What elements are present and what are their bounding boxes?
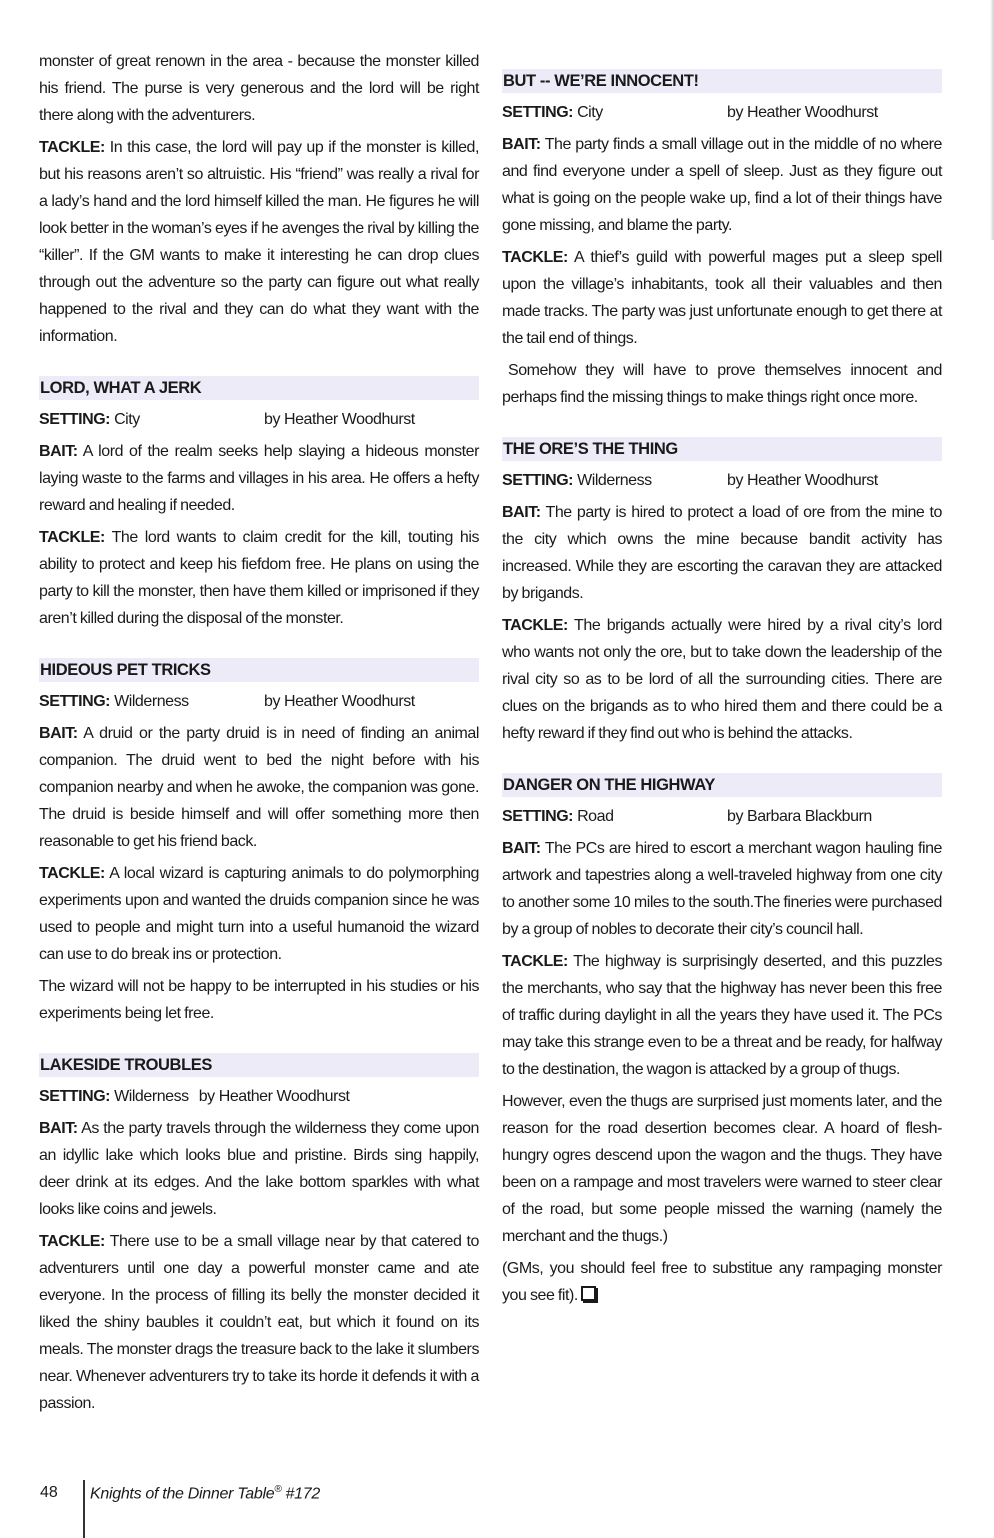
bait-paragraph xyxy=(502,499,942,607)
author-credit: by Heather Woodhurst xyxy=(198,1088,350,1105)
section-heading-the-ores-the-thing: THE ORE’S THE THING xyxy=(502,437,942,461)
tackle-label: TACKLE: xyxy=(39,529,105,546)
bait-text: The party finds a small village out in the middle of no where and find everyone under a spell of sleep. Just as they figure out what is going on the people wake up, find a lot of their things have gone missing, and blame the party. xyxy=(502,136,942,234)
author-credit: by Heather Woodhurst xyxy=(264,693,415,710)
page-footer xyxy=(0,1480,994,1538)
setting-value: Wilderness xyxy=(573,472,652,489)
tackle-label: TACKLE: xyxy=(39,1233,105,1250)
section-heading-lakeside-troubles: LAKESIDE TROUBLES xyxy=(39,1053,479,1077)
setting-value: City xyxy=(573,104,603,121)
author-credit: by Heather Woodhurst xyxy=(264,411,415,428)
setting-value: Wilderness xyxy=(110,693,189,710)
author-credit: by Barbara Blackburn xyxy=(727,808,872,825)
bait-label: BAIT: xyxy=(39,1120,78,1137)
closing-paragraph xyxy=(502,1255,942,1309)
author-credit: by Heather Woodhurst xyxy=(727,104,878,121)
extra-paragraph: However, even the thugs are surprised just moments later, and the reason for the road desertion becomes clear. A hoard of flesh-hungry ogres descend upon the wagon and the thugs. They have been on a rampage and most travelers were warned to steer clear of the road, but some people missed the warning (namely the merchant and the thugs.) xyxy=(502,1093,942,1245)
section-heading-lord-what-a-jerk: LORD, WHAT A JERK xyxy=(39,376,479,400)
setting-label: SETTING: xyxy=(39,693,111,710)
section-heading-but-were-innocent: BUT -- WE’RE INNOCENT! xyxy=(502,69,942,93)
bait-paragraph xyxy=(39,438,479,519)
setting-value: City xyxy=(110,411,140,428)
section-heading-hideous-pet-tricks: HIDEOUS PET TRICKS xyxy=(39,658,479,682)
publication-title xyxy=(90,1484,320,1503)
tackle-text: The lord wants to claim credit for the kill, touting his ability to protect and keep his fiefdom free. He plans on using the party to kill the monster, then have them killed or imprisoned if they aren’t killed during the disposal of the monster. xyxy=(39,529,479,627)
setting-label: SETTING: xyxy=(39,1088,111,1105)
tackle-text: A local wizard is capturing animals to do polymorphing experiments upon and wanted the druids companion since he was used to people and might turn into a useful humanoid the wizard can use to do break ins or protection. xyxy=(39,865,479,963)
end-mark-icon xyxy=(581,1286,596,1301)
tackle-label: TACKLE: xyxy=(502,249,568,266)
extra-paragraph: Somehow they will have to prove themselves innocent and perhaps find the missing things to make things right once more. xyxy=(502,362,942,406)
bait-text: As the party travels through the wilderness they come upon an idyllic lake which looks blue and pristine. Birds sing happily, deer drink at its edges. And the lake bottom sparkles with what looks like coins and jewels. xyxy=(39,1120,479,1218)
tackle-text: The brigands actually were hired by a rival city’s lord who wants not only the ore, but to take down the leadership of the rival city so as to be lord of all the surrounding cities. There are clues on the brigands as to who hired them and there could be a hefty reward if they find out who is behind the attacks. xyxy=(502,617,942,742)
author-credit: by Heather Woodhurst xyxy=(727,472,878,489)
bait-paragraph xyxy=(502,131,942,239)
bait-label: BAIT: xyxy=(39,725,78,742)
bait-paragraph xyxy=(39,720,479,855)
setting-label: SETTING: xyxy=(502,472,574,489)
bait-text: The party is hired to protect a load of ore from the mine to the city which owns the mine because bandit activity has increased. While they are escorting the caravan they are attacked by brigands. xyxy=(502,504,942,602)
bait-label: BAIT: xyxy=(502,504,541,521)
tackle-label: TACKLE: xyxy=(502,953,568,970)
setting-value: Road xyxy=(573,808,614,825)
setting-line xyxy=(502,467,942,494)
page-number: 48 xyxy=(40,1484,58,1501)
left-column xyxy=(39,48,479,1422)
intro-tackle-paragraph xyxy=(39,134,479,350)
setting-label: SETTING: xyxy=(39,411,111,428)
setting-line xyxy=(502,803,942,830)
tackle-text: There use to be a small village near by that catered to adventurers until one day a powerful monster came and ate everyone. In the process of filling its belly the monster decided it liked the shiny baubles it couldn’t eat, but which it found on its meals. The monster drags the treasure back to the lake it slumbers near. Whenever adventurers try to take its horde it defends it with a passion. xyxy=(39,1233,479,1412)
setting-label: SETTING: xyxy=(502,104,574,121)
tackle-paragraph xyxy=(502,244,942,352)
tackle-text: In this case, the lord will pay up if the monster is killed, but his reasons aren’t so altruistic. His “friend” was really a rival for a lady’s hand and the lord himself killed the man. He figures he will look better in the woman’s eyes if he avenges the rival by killing the “killer”. If the GM wants to make it interesting he can drop clues through out the adventure so the party can figure out what really happened to the rival and they can do what they want with the information. xyxy=(39,139,479,345)
setting-line xyxy=(39,688,479,715)
setting-label: SETTING: xyxy=(502,808,574,825)
section-heading-danger-on-the-highway: DANGER ON THE HIGHWAY xyxy=(502,773,942,797)
bait-text: The PCs are hired to escort a merchant wagon hauling fine artwork and tapestries along a well-traveled highway from one city to another some 10 miles to the south.The fineries were purchased by a group of nobles to decorate their city’s council hall. xyxy=(502,840,942,938)
right-column xyxy=(502,48,942,1314)
tackle-label: TACKLE: xyxy=(39,139,105,156)
bait-label: BAIT: xyxy=(39,443,78,460)
page-edge-shadow xyxy=(990,0,994,240)
issue-number: #172 xyxy=(281,1485,320,1503)
setting-line xyxy=(39,406,479,433)
tackle-text: A thief’s guild with powerful mages put a sleep spell upon the village’s inhabitants, took all their valuables and then made tracks. The party was just unfortunate enough to get there at the tail end of things. xyxy=(502,249,942,347)
tackle-label: TACKLE: xyxy=(39,865,105,882)
tackle-paragraph xyxy=(502,948,942,1083)
registered-mark: ® xyxy=(274,1484,282,1495)
bait-paragraph xyxy=(502,835,942,943)
tackle-label: TACKLE: xyxy=(502,617,568,634)
bait-text: A lord of the realm seeks help slaying a hideous monster laying waste to the farms and villages in his area. He offers a hefty reward and healing if needed. xyxy=(39,443,479,514)
bait-paragraph xyxy=(39,1115,479,1223)
intro-paragraph: monster of great renown in the area - because the monster killed his friend. The purse is very generous and the lord will be right there along with the adventurers. xyxy=(39,53,479,124)
bait-label: BAIT: xyxy=(502,840,541,857)
setting-line xyxy=(502,99,942,126)
publication-name: Knights of the Dinner Table xyxy=(90,1485,275,1503)
tackle-paragraph xyxy=(502,612,942,747)
setting-line xyxy=(39,1083,479,1110)
closing-text: (GMs, you should feel free to substitue any rampaging monster you see fit). xyxy=(502,1260,942,1304)
setting-value: Wilderness xyxy=(110,1088,189,1105)
bait-text: A druid or the party druid is in need of finding an animal companion. The druid went to bed the night before with his companion nearby and when he awoke, the companion was gone. The druid is beside himself and will offer something more then reasonable to get his friend back. xyxy=(39,725,479,850)
tackle-paragraph xyxy=(39,1228,479,1417)
tackle-text: The highway is surprisingly deserted, and this puzzles the merchants, who say that the highway has never been this free of traffic during daylight in all the years they have used it. The PCs may take this strange even to be a threat and be ready, for halfway to the destination, the wagon is attacked by a group of thugs. xyxy=(502,953,942,1078)
bait-label: BAIT: xyxy=(502,136,541,153)
extra-paragraph: The wizard will not be happy to be interrupted in his studies or his experiments being let free. xyxy=(39,978,479,1022)
tackle-paragraph xyxy=(39,860,479,968)
tackle-paragraph xyxy=(39,524,479,632)
footer-divider xyxy=(83,1480,85,1538)
